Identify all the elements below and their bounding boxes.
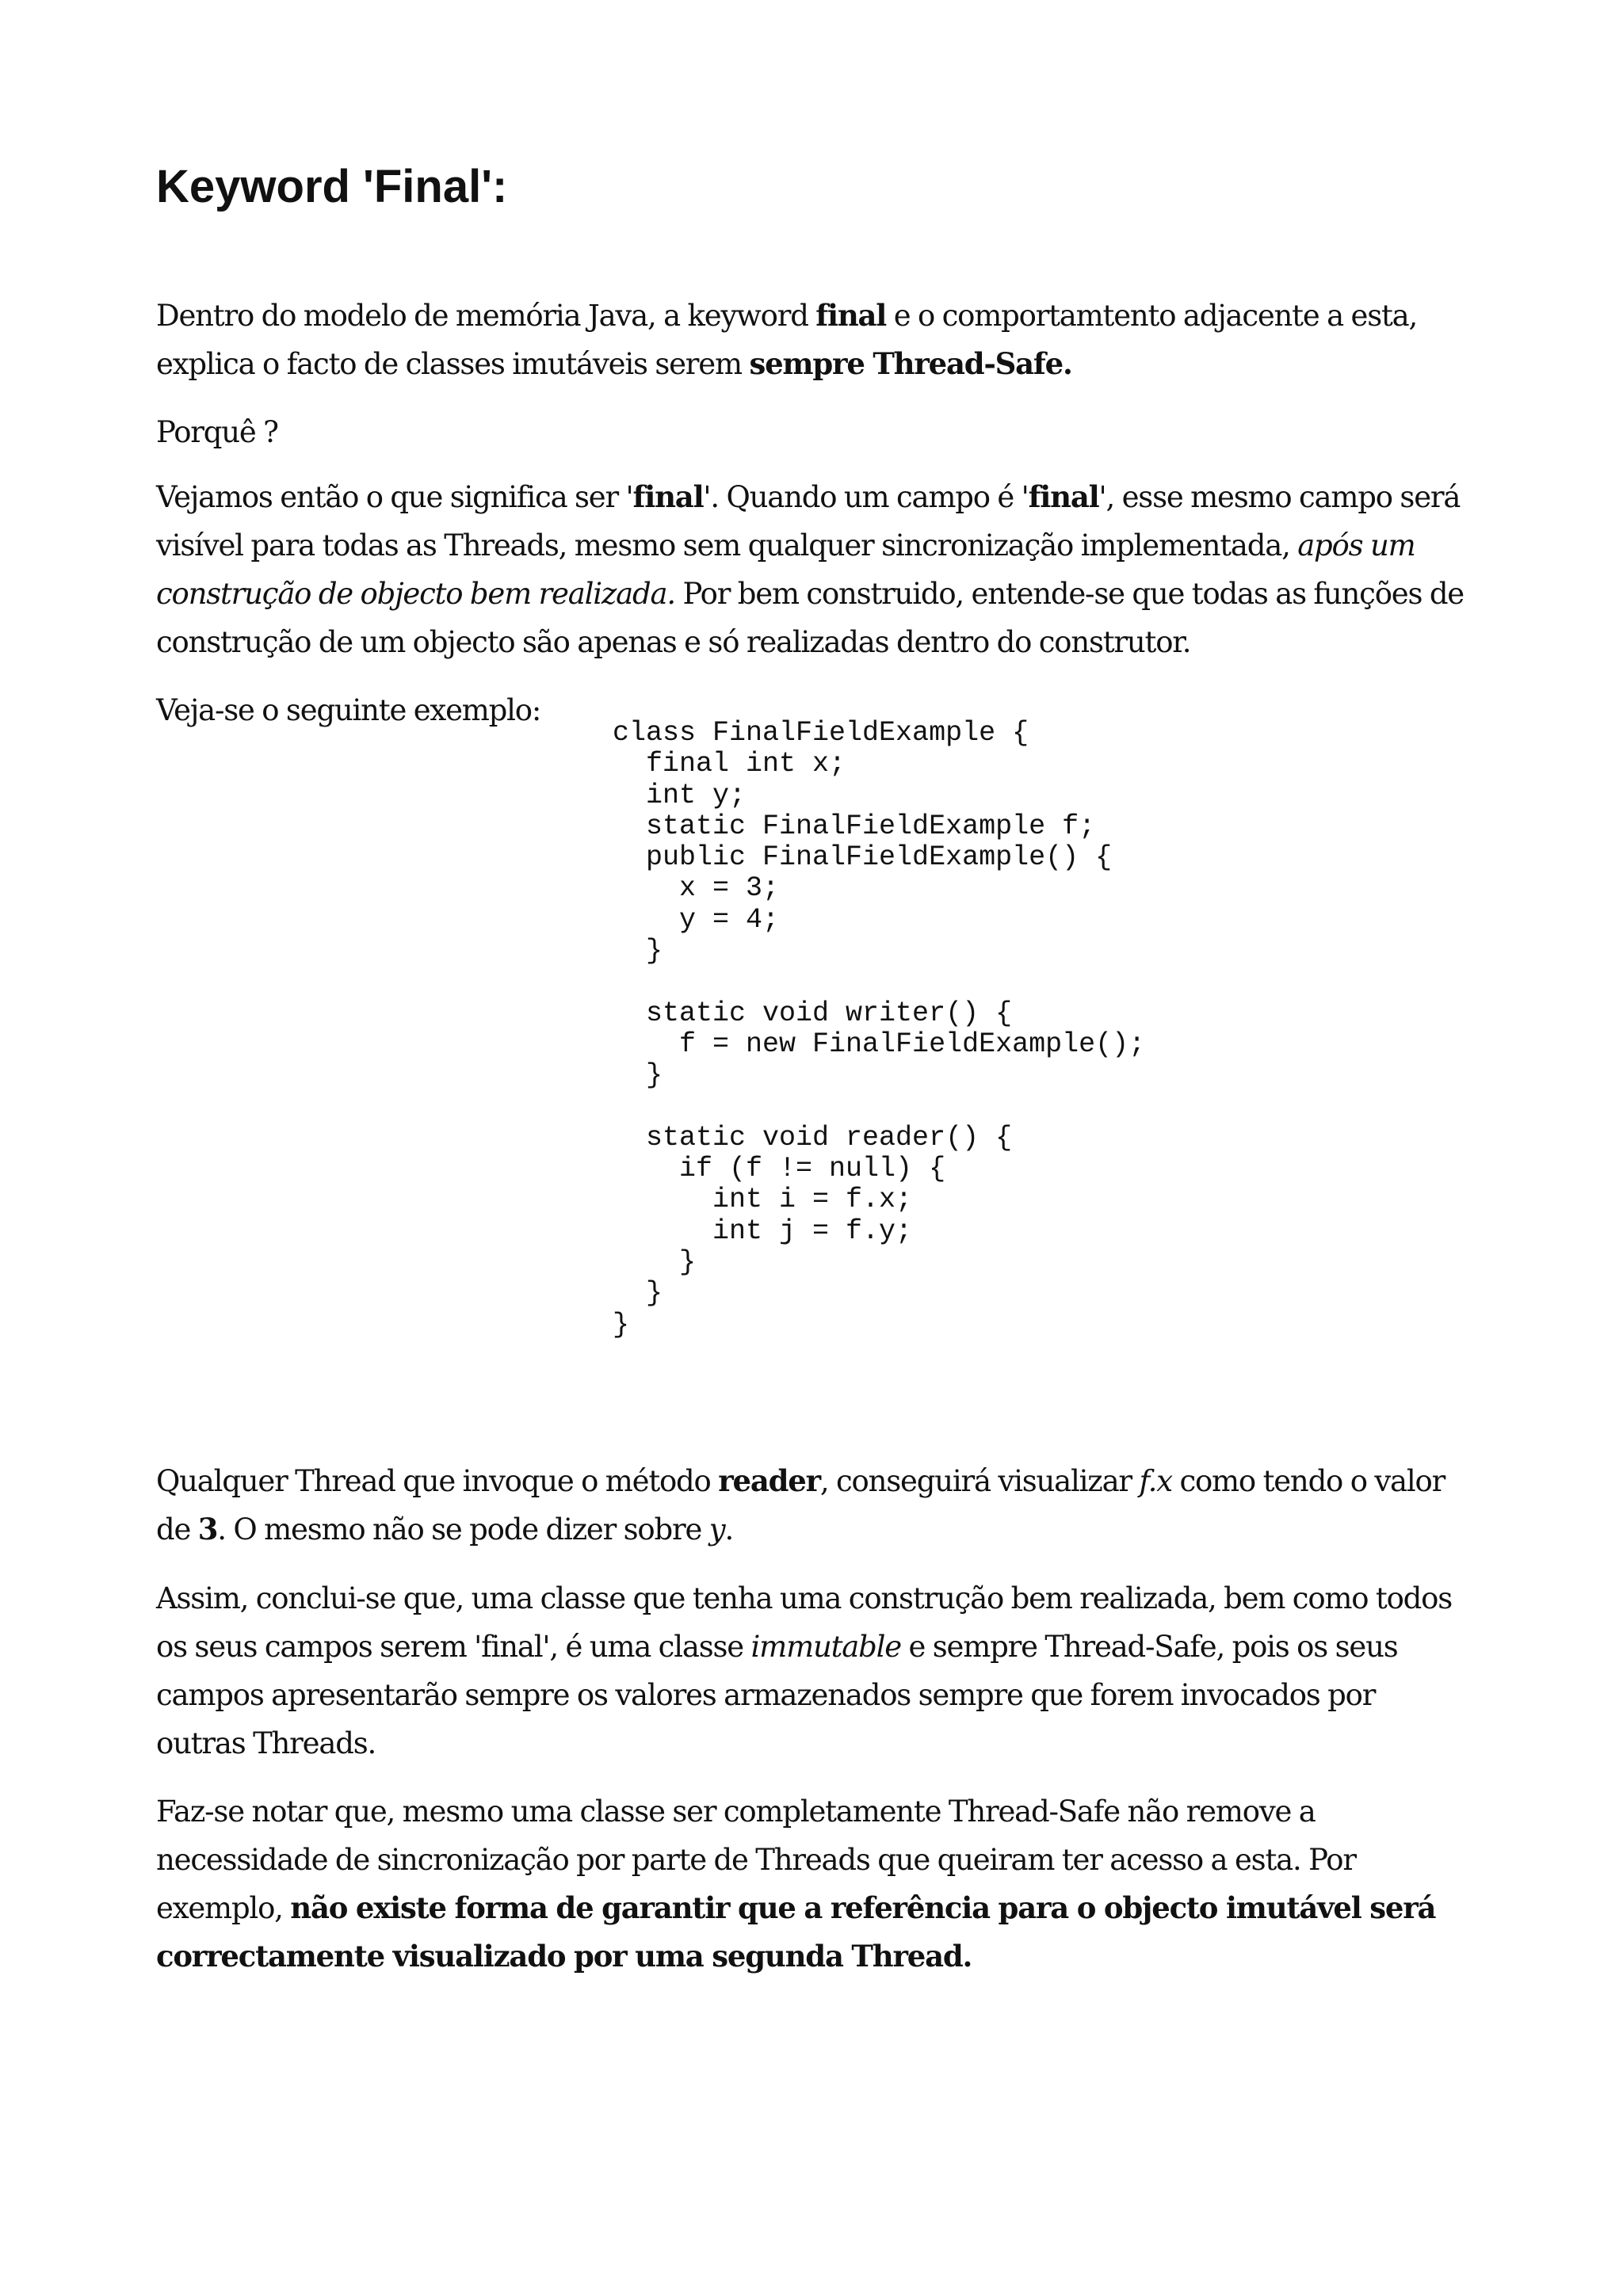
explanation-text: Vejamos então o que significa ser ' [156,480,633,514]
intro-text-continued: e o comportamtento adjacente a esta, explica o facto de classes imutáveis serem [156,299,1418,381]
field-y: y [708,1512,725,1547]
construction-emphasis: após um construção de objecto bem realizada. [156,528,1415,611]
value-three: 3 [197,1512,218,1547]
final-keyword: final [1028,479,1099,514]
example-intro-paragraph: Veja-se o seguinte exemplo: [156,693,541,727]
note-paragraph [156,1787,1472,1981]
final-keyword: final [632,479,704,514]
explanation-paragraph [156,473,1472,666]
reader-text: como tendo o valor de [156,1464,1445,1547]
conclusion-text: e sempre Thread-Safe, pois os seus campos apresentarão sempre os valores armazenados sempre que forem invocados por outras Threads. [156,1630,1398,1760]
note-emphasis: não existe forma de garantir que a referência para o objecto imutável será correctamente visualizado por uma segunda Thread. [156,1890,1436,1974]
reader-text: Qualquer Thread que invoque o método [156,1464,719,1498]
final-keyword: final [815,298,887,333]
conclusion-text: Assim, conclui-se que, uma classe que tenha uma construção bem realizada, bem como todos os seus campos serem 'final', é uma classe [156,1581,1453,1664]
reader-paragraph [156,1457,1472,1554]
field-fx: f.x [1139,1464,1172,1498]
thread-safe-emphasis: sempre Thread-Safe. [749,346,1072,381]
question-paragraph: Porquê ? [156,415,278,449]
immutable-term: immutable [750,1630,901,1664]
reader-method-name: reader [718,1463,820,1498]
page-title: Keyword 'Final': [156,161,508,212]
reader-text: , conseguirá visualizar [819,1464,1140,1498]
explanation-text: Por bem construido, entende-se que todas as funções de construção de um objecto são apenas e só realizadas dentro do construtor. [156,577,1464,659]
conclusion-paragraph [156,1574,1472,1768]
reader-text: . O mesmo não se pode dizer sobre [217,1512,709,1547]
intro-text: Dentro do modelo de memória Java, a keyword [156,299,816,333]
explanation-text: ', esse mesmo campo será visível para todas as Threads, mesmo sem qualquer sincronização implementada, [156,480,1461,563]
note-text: Faz-se notar que, mesmo uma classe ser completamente Thread-Safe não remove a necessidade de sincronização por parte de Threads que queiram ter acesso a esta. Por exemplo, [156,1794,1356,1925]
reader-text: . [724,1512,733,1547]
explanation-text: '. Quando um campo é ' [703,480,1029,514]
intro-paragraph [156,292,1472,388]
code-example: class FinalFieldExample { final int x; int y; static FinalFieldExample f; public FinalFieldExample() { x = 3; y = 4; } static void writer() { f = new FinalFieldExample(); } static void reader() { if (f != null) { int i = f.x; int j = f.y; } } } [613,717,1146,1341]
